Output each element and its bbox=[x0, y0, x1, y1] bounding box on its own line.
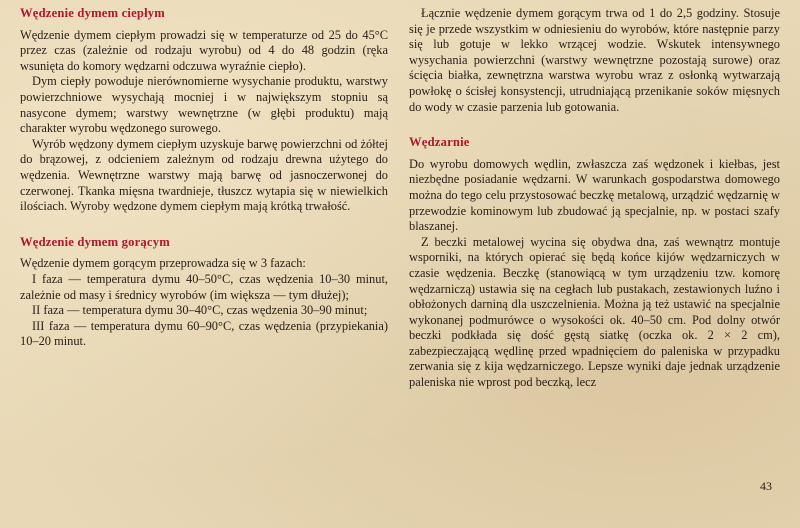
paragraph: Łącznie wędzenie dymem gorącym trwa od 1 do 2,5 godziny. Stosuje się je przede wszystkim w odniesieniu do wyrobów, które następnie parzy się lub gotuje w lekko wrzącej wodzie. Wskutek intensywnego wysychania powierzchni (warstwy wewnętrzne pozostają surowe) oraz ścięcia białka, zewnętrzna warstwa wyrobu wraz z osłonką wytwarzają powłokę o ścisłej konsystencji, utrudniającą przenikanie soków mięsnych do wody w czasie parzenia lub gotowania. bbox=[409, 6, 780, 114]
heading-smokehouses: Wędzarnie bbox=[409, 135, 470, 150]
paragraph: Wyrób wędzony dymem ciepłym uzyskuje barwę powierzchni od żółtej do brązowej, z odcieniem zależnym od rodzaju drewna użytego do wędzenia. Wewnętrzne warstwy mają barwę od jasnoczerwonej do czerwonej. Tkanka mięsna twardnieje, tłuszcz wytapia się w niewielkich ilościach. Wyroby wędzone dymem ciepłym mają krótką trwałość. bbox=[20, 136, 388, 214]
right-column bbox=[409, 6, 780, 391]
phase-item: III faza — temperatura dymu 60–90°C, czas wędzenia (przypiekania) 10–20 minut. bbox=[20, 318, 388, 349]
paragraph: Wędzenie dymem ciepłym prowadzi się w temperaturze od 25 do 45°C przez czas (zależnie od rodzaju wyrobu) od 4 do 48 godzin (ręka wsunięta do komory wędzarni odczuwa wyraźnie ciepło). bbox=[20, 27, 388, 73]
paragraph: Z beczki metalowej wycina się obydwa dna, zaś wewnątrz montuje wsporniki, na których opierać się będą końce kijów wędzarniczych w czasie wędzenia. Beczkę (stanowiącą w tym urządzeniu tzw. komorę wędzarniczą) ustawia się na cegłach lub pustakach, zestawionych luźno i obłożonych darniną dla uszczelnienia. Można ją też ustawić na specjalnie wykonanej podmurówce o wysokości ok. 40–50 cm. Pod dolny otwór beczki podkłada się dość gęstą siatkę (oczka ok. 2 × 2 cm), zabezpieczającą wędlinę przed wpadnięciem do paleniska w przypadku zerwania się z kija wędzarniczego. Lepsze wyniki daje jednak urządzenie paleniska nie wprost pod beczką, lecz bbox=[409, 234, 780, 390]
paragraph: Wędzenie dymem gorącym przeprowadza się w 3 fazach: bbox=[20, 256, 306, 271]
phase-item: I faza — temperatura dymu 40–50°C, czas wędzenia 10–30 minut, zależnie od masy i średnicy wyrobów (im większa — tym dłużej); bbox=[20, 271, 388, 302]
paragraph: Do wyrobu domowych wędlin, zwłaszcza zaś wędzonek i kiełbas, jest niezbędne posiadanie wędzarni. W warunkach gospodarstwa domowego można do tego celu przystosować beczkę metalową, urządzić wędzarnię w przewodzie kominowym lub zbudować ją specjalnie, np. w postaci szafy blaszanej. bbox=[409, 156, 780, 234]
heading-warm-smoke: Wędzenie dymem ciepłym bbox=[20, 6, 165, 20]
heading-hot-smoke: Wędzenie dymem gorącym bbox=[20, 234, 170, 249]
phase-item: II faza — temperatura dymu 30–40°C, czas wędzenia 30–90 minut; bbox=[32, 303, 368, 318]
left-column bbox=[20, 6, 388, 350]
page-number: 43 bbox=[760, 479, 772, 493]
paragraph: Dym ciepły powoduje nierównomierne wysychanie produktu, warstwy powierzchniowe wysychają mocniej i w największym stopniu są nasycone dymem; warstwy wewnętrzne (w głębi produktu) mają charakter wyrobu wędzonego surowego. bbox=[20, 74, 388, 136]
